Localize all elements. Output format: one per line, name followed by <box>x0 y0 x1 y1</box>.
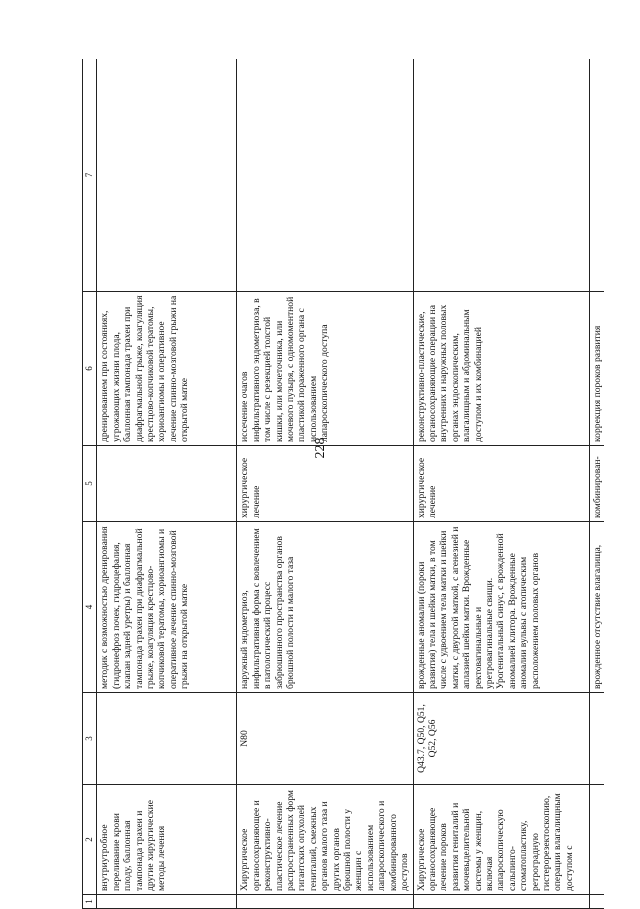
table-cell <box>589 895 604 909</box>
table-cell: методик с возможностью дренирования (гидронефроз почек, гидроцефалия, клапан задней уретры) и баллонная тампонада трахеи при диафрагмальной грыже, коагуляция крестцово-копчиковой тератомы, хориоангиомы и оперативное лечение спинно-мозговой грыжи на открытой матке <box>97 522 237 693</box>
column-header: 7 <box>83 59 97 292</box>
table-cell <box>589 59 604 292</box>
table-row <box>237 59 413 909</box>
table-cell: дренированием при состояниях, угрожающих жизни плода, баллонная тампонада трахеи при диафрагмальной грыже, коагуляция крестцово-копчиковой тератомы, хориоангиомы и оперативное лечение спинно-мозговой грыжи на открытой матке <box>97 292 237 446</box>
column-header: 1 <box>83 895 97 909</box>
table-cell: реконструктивно-пластические, органосохраняющие операции на внутренних и наружных половых органах эндоскопическим, влагалищным и абдоминальным доступом и их комбинацией <box>413 292 589 446</box>
table-cell <box>413 59 589 292</box>
table-cell: врожденные аномалии (пороки развития) тела и шейки матки, в том числе с удвоением тела матки и шейки матки, с двурогой маткой, с агенезией и аплазией шейки матки. Врожденные ректовагинальные и уретровагинальные свищи. Урогенитальный синус, с врожденной аномалией клитора. Врожденные аномалии вульвы с атопическим расположением половых органов <box>413 522 589 693</box>
column-header: 4 <box>83 522 97 693</box>
medical-procedures-table <box>82 59 604 909</box>
table-cell <box>97 446 237 522</box>
table-cell: иссечение очагов инфильтративного эндометриоза, в том числе с резекцией толстой кишки, или мочеточника, или мочевого пузыря, с одномоментной пластикой пораженного органа с использованием лапароскопического доступа <box>237 292 413 446</box>
table-cell <box>237 59 413 292</box>
table-cell: N80 <box>237 693 413 785</box>
column-header: 3 <box>83 693 97 785</box>
table-cell: коррекция пороков развития <box>589 292 604 446</box>
table-cell: наружный эндометриоз, инфильтративная форма с вовлечением в патологический процесс забрюшинного пространства органов брюшной полости и малого таза <box>237 522 413 693</box>
table-sheet <box>82 59 604 909</box>
column-header: 2 <box>83 785 97 895</box>
table-cell <box>413 895 589 909</box>
table-cell: хирургическое лечение <box>237 446 413 522</box>
table-cell <box>97 895 237 909</box>
table-frame <box>82 59 604 909</box>
page-number: 228 <box>313 437 328 459</box>
table-cell <box>589 693 604 785</box>
table-cell: Хирургическое органосохраняющее и реконструктивно-пластическое лечение распространенных форм гигантских опухолей гениталий, смежных органов малого таза и других органов брюшной полости у женщин с использованием лапароскопического и комбинированного доступов <box>237 785 413 895</box>
header-row <box>83 59 97 909</box>
column-header: 5 <box>83 446 97 522</box>
table-cell: врожденное отсутствие влагалища, <box>589 522 604 693</box>
table-row <box>413 59 589 909</box>
table-cell: хирургическое лечение <box>413 446 589 522</box>
table-row <box>97 59 237 909</box>
table-cell: внутриутробное переливание крови плоду, баллонная тампонада трахеи и другие хирургические методы лечения <box>97 785 237 895</box>
table-cell <box>97 693 237 785</box>
table-cell: Хирургическое органосохраняющее лечение пороков развития гениталий и мочевыделительной системы у женщин, включая лапароскопическую сальпинго-стоматопластику, ретроградную гистерорезектоскопию, операции влагалищным доступом с <box>413 785 589 895</box>
table-cell <box>237 895 413 909</box>
column-header: 6 <box>83 292 97 446</box>
table-cell <box>97 59 237 292</box>
table-cell: Q43.7, Q50, Q51, Q52, Q56 <box>413 693 589 785</box>
table-cell <box>589 785 604 895</box>
table-row <box>589 59 604 909</box>
table-cell: комбинирован- <box>589 446 604 522</box>
